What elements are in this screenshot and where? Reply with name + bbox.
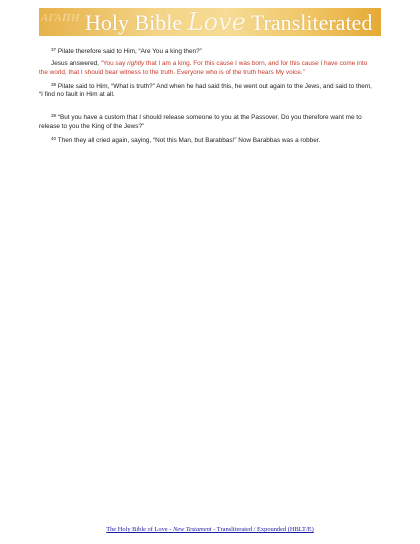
verse-number: 37 (51, 47, 57, 52)
banner-title-love: Love (187, 8, 246, 36)
banner-title-suffix: Transliterated (245, 10, 373, 35)
footer-part-3: - Transliterated / Expounded (HBLT/E) (211, 526, 314, 533)
footer-part-1: The Holy Bible of Love - (106, 526, 173, 533)
verse-number: 38 (51, 81, 57, 87)
banner-title (85, 9, 372, 36)
banner-ghost-text: ΑΓΑΠΗ (41, 12, 81, 24)
verse-number: 40 (51, 136, 57, 142)
verse-text: Pilate said to Him, “What is truth?” And when he had said this, he went out again to the Jews, and said to them, “I find no fault in Him at all. (39, 82, 372, 99)
emphasis-word: rightly (127, 60, 145, 68)
verse-40 (39, 135, 377, 145)
scripture-text (39, 46, 377, 149)
verse-text: “But you have a custom that I should release someone to you at the Passover. Do you therefore want me to release to you the King of the Jews?” (39, 114, 362, 130)
verse-37 (39, 46, 377, 56)
footer-part-2: New Testament (172, 526, 212, 533)
header-banner (39, 8, 381, 36)
banner-title-prefix: Holy Bible (85, 10, 188, 35)
verse-text: Then they all cried again, saying, “Not this Man, but Barabbas!” Now Barabbas was a robber. (56, 137, 321, 145)
verse-37-continued (39, 60, 377, 77)
verse-38 (39, 81, 377, 100)
words-of-jesus: “You say rightly that I am a king. For this cause I was born, and for this cause I have come into the world, that I should bear witness to the truth. Everyone who is of the truth hears My voice.” (39, 60, 368, 76)
verse-number: 39 (51, 113, 57, 119)
verse-text: Pilate therefore said to Him, “Are You a king then?” (56, 48, 202, 55)
footer-link[interactable] (0, 526, 420, 533)
verse-39 (39, 112, 377, 131)
verse-lead: Jesus answered, (51, 60, 101, 68)
